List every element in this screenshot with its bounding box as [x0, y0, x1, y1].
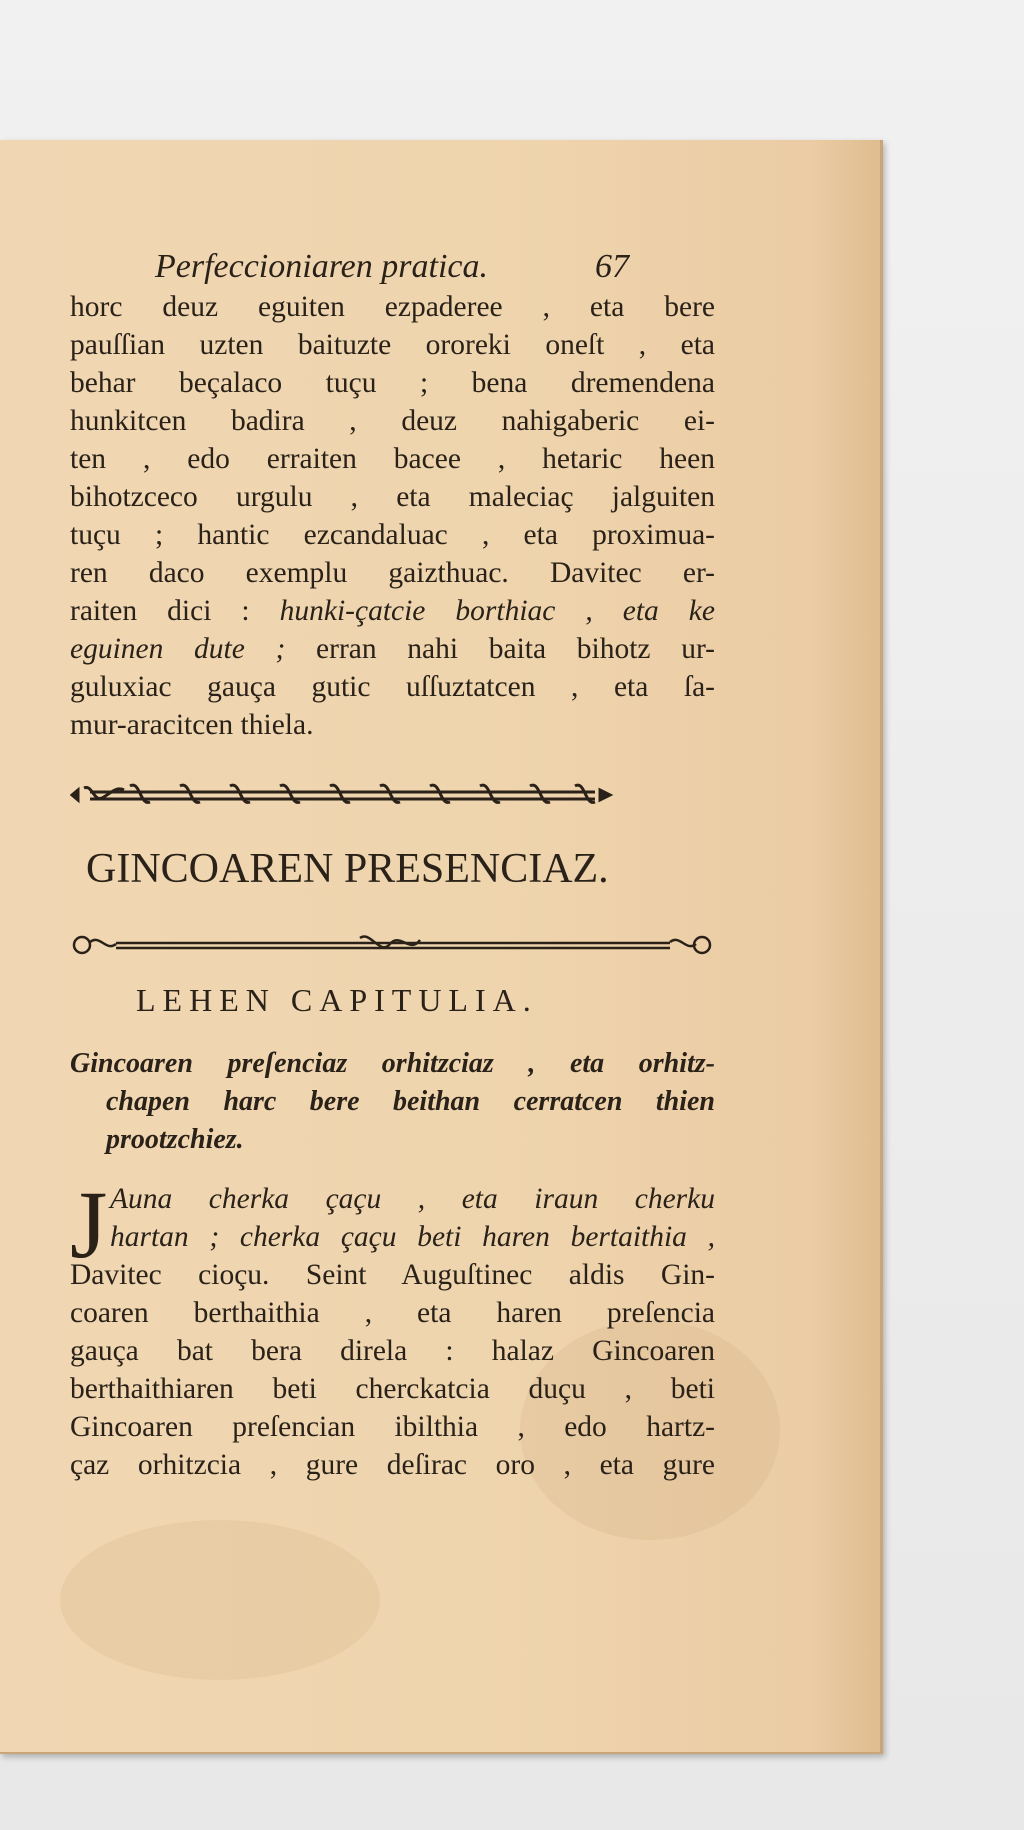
- summary-line: Gincoaren preſenciaz orhitzciaz , eta orhitz-: [70, 1048, 715, 1079]
- chapter-body: [70, 1171, 715, 1484]
- text-line: coaren berthaithia , eta haren preſencia: [70, 1297, 715, 1329]
- text-line: pauſſian uzten baituzte ororeki oneſt , eta: [70, 329, 715, 361]
- text-line: berthaithiaren beti cherckatcia duçu , beti: [70, 1373, 715, 1405]
- text-line: Gincoaren preſencian ibilthia , edo hartz-: [70, 1411, 715, 1443]
- text-line: [70, 592, 715, 630]
- summary-line: prootzchiez.: [106, 1124, 244, 1155]
- chapter-title: LEHEN CAPITULIA.: [136, 982, 538, 1018]
- summary-line: chapen harc bere beithan cerratcen thien: [106, 1086, 715, 1117]
- text-run: erran nahi baita bihotz ur-: [285, 633, 715, 665]
- text-line: Auna cherka çaçu , eta iraun cherku: [110, 1183, 715, 1215]
- quote-italic: hunki-çatcie borthiac , eta ke: [279, 595, 715, 627]
- text-line: hunkitcen badira , deuz nahigaberic ei-: [70, 405, 715, 437]
- text-line: behar beçalaco tuçu ; bena dremendena: [70, 367, 715, 399]
- paper-stain: [60, 1520, 380, 1680]
- text-line: horc deuz eguiten ezpaderee , eta bere: [70, 291, 715, 323]
- text-line: çaz orhitzcia , gure deſirac oro , eta gure: [70, 1449, 715, 1481]
- text-line: guluxiac gauça gutic uſſuztatcen , eta ſa-: [70, 671, 715, 703]
- ornament-border-bottom: [70, 930, 715, 960]
- paragraph-continuation: [70, 288, 715, 744]
- drop-cap: J: [70, 1171, 108, 1278]
- text-line: bihotzceco urgulu , eta maleciaç jalguiten: [70, 481, 715, 513]
- text-line: hartan ; cherka çaçu beti haren bertaithia ,: [110, 1221, 715, 1253]
- text-line: [70, 630, 715, 668]
- text-run: raiten dici :: [70, 595, 280, 627]
- text-line: gauça bat bera direla : halaz Gincoaren: [70, 1335, 715, 1367]
- chapter-summary: [70, 1045, 715, 1159]
- text-line: ren daco exemplu gaizthuac. Davitec er-: [70, 557, 715, 589]
- page-number: 67: [595, 248, 629, 285]
- text-line: Davitec cioçu. Seint Auguſtinec aldis Gin-: [70, 1259, 715, 1291]
- ornament-border-top: [70, 780, 715, 810]
- section-title: GINCOAREN PRESENCIAZ.: [86, 846, 609, 892]
- running-head: Perfeccioniaren pratica.: [155, 248, 488, 285]
- quote-italic: eguinen dute ;: [70, 633, 286, 665]
- text-line: ten , edo erraiten bacee , hetaric heen: [70, 443, 715, 475]
- text-line: tuçu ; hantic ezcandaluac , eta proximua-: [70, 519, 715, 551]
- book-page: [0, 140, 883, 1754]
- text-line: mur-aracitcen thiela.: [70, 709, 314, 741]
